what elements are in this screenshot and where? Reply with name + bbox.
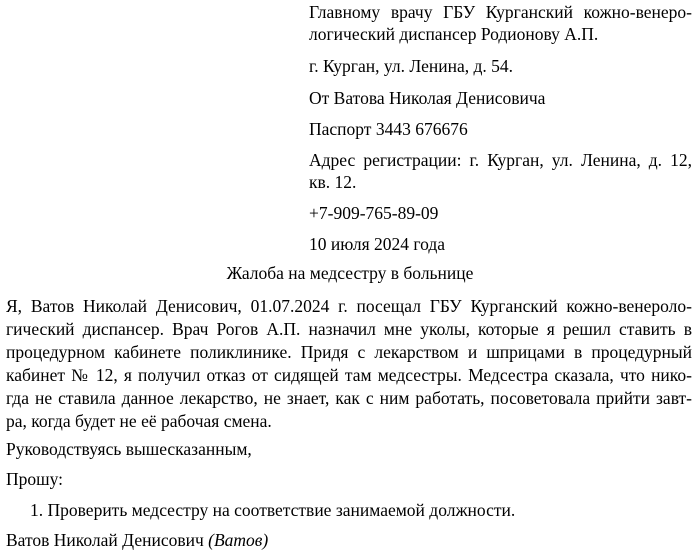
document-title: Жалоба на медсестру в больнице (226, 263, 474, 283)
body-line-1: Я, Ватов Николай Денисович, 01.07.2024 г. посещал ГБУ Курганский кожно-венероло- (6, 296, 692, 316)
signature-name: Ватов Николай Денисович (6, 530, 204, 550)
sender-phone: +7-909-765-89-09 (309, 203, 439, 223)
guided-by-text: Руководствуясь вышесказанным, (6, 439, 252, 459)
body-line-3: процедурном кабинете поликлинике. Придя с лекарством и шприцами в процедурный (6, 342, 692, 362)
request-item-1: 1. Проверить медсестру на соответствие занимаемой должности. (30, 500, 516, 520)
sender-passport: Паспорт 3443 676676 (309, 119, 468, 139)
body-line-4: кабинет № 12, я получил отказ от сидящей там медсестры. Медсестра сказала, что нико- (6, 365, 692, 385)
document-date: 10 июля 2024 года (309, 234, 446, 254)
signature-note: (Ватов) (208, 530, 269, 550)
addressee-line-1: Главному врачу ГБУ Курганский кожно-венеро- (309, 2, 692, 22)
body-line-6: ра, когда будет не её рабочая смена. (6, 411, 272, 431)
registration-line-1: Адрес регистрации: г. Курган, ул. Ленина, д. 12, (309, 150, 692, 170)
addressee-line-2: логический диспансер Родионову А.П. (309, 24, 599, 44)
request-label: Прошу: (6, 469, 63, 489)
addressee-address: г. Курган, ул. Ленина, д. 54. (309, 56, 513, 76)
registration-line-2: кв. 12. (309, 172, 357, 192)
body-line-2: гический диспансер. Врач Рогов А.П. назначил мне уколы, которые я решил ставить в (6, 319, 692, 339)
signature (6, 530, 268, 550)
body-line-5: гда не ставила данное лекарство, не знает, как с ним работать, посоветовала прийти завт- (6, 388, 692, 408)
sender-name: От Ватова Николая Денисовича (309, 88, 546, 108)
